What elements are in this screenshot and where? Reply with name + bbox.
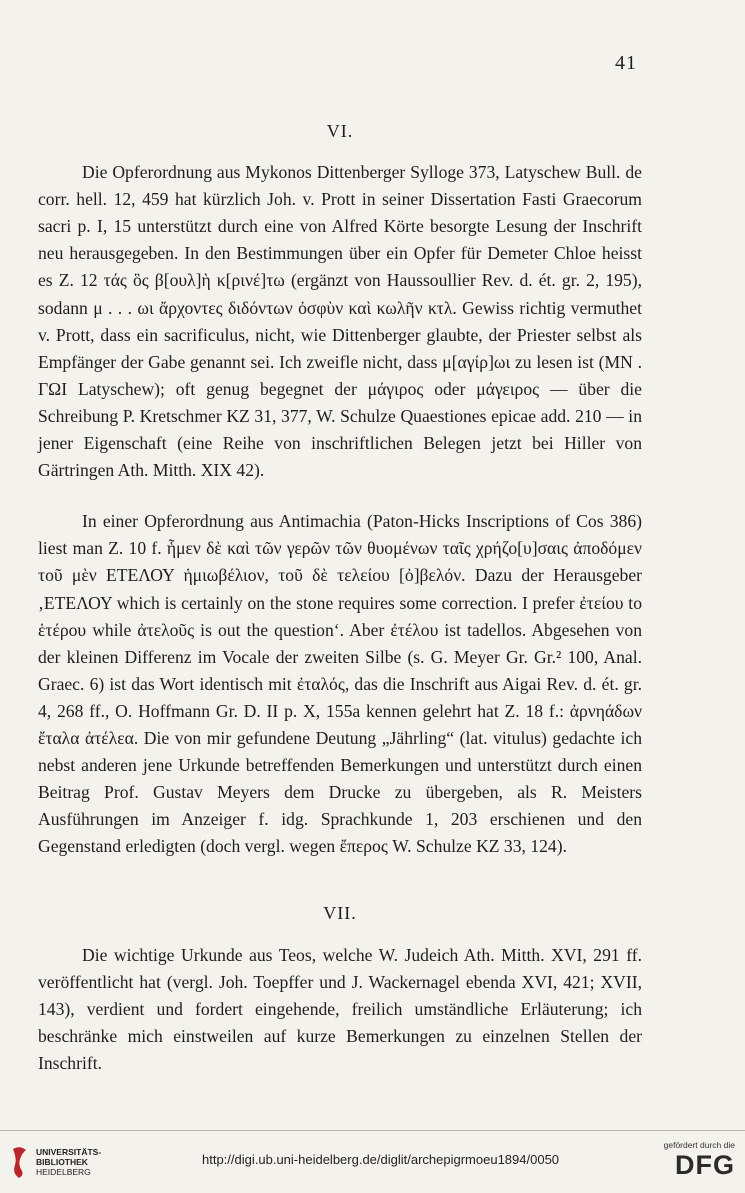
funding-caption: gefördert durch die (663, 1140, 735, 1150)
library-logo[interactable] (10, 1145, 101, 1179)
digitization-footer (0, 1130, 745, 1193)
paragraph: In einer Opferordnung aus Antimachia (Paton-Hicks Inscriptions of Cos 386) liest man Z. 10 f. ἧμεν δὲ καὶ τῶν γερῶν τῶν θυομένων ταῖς χρήζο[υ]σαις ἀποδόμεν τοῦ μὲν ΕΤΕΛΟΥ ἡμιωβέλιον, τοῦ δὲ τελείου [ὀ]βελόν. Dazu der Herausgeber ‚ΕΤΕΛΟΥ which is certainly on the stone requires some correction. I prefer ἐτείου to ἑτέρου while ἀτελοῦς is out the question‘. Aber ἐτέλου ist tadellos. Abgesehen von der kleinen Differenz im Vocale der zweiten Silbe (s. G. Meyer Gr. Gr.² 100, Anal. Graec. 6) ist das Wort identisch mit ἐταλός, das die Inschrift aus Aigai Rev. d. ét. gr. 4, 268 ff., O. Hoffmann Gr. D. II p. X, 155a kennen gelehrt hat Z. 18 f.: ἀρνηάδων ἔταλα ἀτέλεα. Die von mir gefundene Deutung „Jährling“ (lat. vitulus) gedachte ich nebst anderen jene Urkunde betreffenden Bemerkungen und unterstützt durch einen Beitrag Prof. Gustav Meyers dem Drucke zu übergeben, als R. Meisters Ausführungen im Anzeiger f. idg. Sprachkunde 1, 203 erschienen und den Gegenstand erledigten (doch vergl. wegen ἔπερος W. Schulze KZ 33, 124). (38, 511, 642, 857)
library-logo-line: HEIDELBERG (36, 1167, 91, 1177)
library-logo-line: UNIVERSITÄTS- (36, 1147, 102, 1157)
library-seal-icon (10, 1145, 30, 1179)
paragraph: Die Opferordnung aus Mykonos Dittenberger Sylloge 373, Latyschew Bull. de corr. hell. 12, 459 hat kürzlich Joh. v. Prott in seiner Dissertation Fasti Graecorum sacri p. I, 15 unterstützt durch eine von Alfred Körte besorgte Lesung der Inschrift neu herausgegeben. In den Bestimmungen über ein Opfer für Demeter Chloe heisst es Z. 12 τάς ὃς β[ουλ]ὴ κ[ρινέ]τω (ergänzt von Haussoullier Rev. d. ét. gr. 2, 195), sodann μ . . . ωι ἄρχοντες διδόντων ὀσφὺν καὶ κωλῆν κτλ. Gewiss richtig vermuthet v. Prott, dass ein sacrificulus, nicht, wie Dittenberger glaubte, der Priester selbst als Empfänger der Gabe genannt sei. Ich zweifle nicht, dass μ[αγίρ]ωι zu lesen ist (ΜΝ . ΓΩΙ Latyschew); oft genug begegnet der μάγιρος oder μάγειρος — über die Schreibung P. Kretschmer KZ 31, 377, W. Schulze Quaestiones epicae add. 210 — in jener Eigenschaft (eine Reihe von inschriftlichen Belegen jetzt bei Hiller von Gärtringen Ath. Mitth. XIX 42). (38, 162, 642, 481)
page-number: 41 (615, 52, 637, 74)
body-text (38, 118, 642, 1077)
section-spacer (38, 860, 642, 900)
funder-block (664, 1140, 735, 1180)
section-heading: VI. (326, 121, 354, 141)
section-heading: VII. (323, 903, 357, 924)
source-url-link[interactable]: http://digi.ub.uni-heidelberg.de/diglit/archepigrmoeu1894/0050 (202, 1152, 560, 1167)
paragraph: Die wichtige Urkunde aus Teos, welche W. Judeich Ath. Mitth. XVI, 291 ff. veröffentlicht hat (vergl. Joh. Toepffer und J. Wackernagel ebenda XVI, 421; XVII, 143), verdient und fordert eingehende, freilich umständliche Erläuterung; ich beschränke mich einstweilen auf kurze Bemerkungen zu einzelnen Stellen der Inschrift. (38, 944, 642, 1073)
dfg-logo[interactable]: DFG (675, 1150, 735, 1180)
section-vii (38, 900, 642, 1077)
section-vi (38, 118, 642, 860)
footer-divider (0, 1130, 745, 1131)
library-logo-line: BIBLIOTHEK (36, 1157, 88, 1167)
